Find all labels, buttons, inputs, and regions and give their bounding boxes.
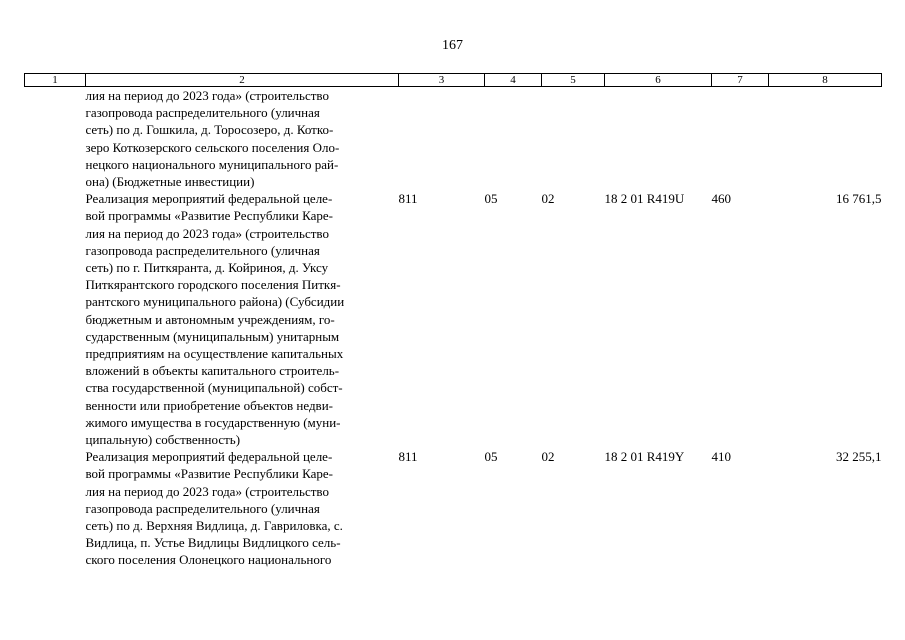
section-code: [485, 87, 542, 191]
description-line: газопровода распределительного (уличная: [85, 242, 320, 258]
description-line: ского поселения Олонецкого национального: [85, 552, 332, 568]
description-line: газопровода распределительного (уличная: [85, 105, 320, 121]
column-header-1: 1: [25, 74, 86, 87]
ministry-code: 811: [398, 449, 418, 465]
amount-value: 32 255,1: [836, 449, 882, 465]
description-line: лия на период до 2023 года» (строительство: [85, 88, 329, 103]
description-line: Реализация мероприятий федеральной целе-: [85, 191, 333, 207]
target-article-code: 18 2 01 R419U: [604, 191, 685, 207]
subsection-code: 02: [541, 191, 555, 207]
row-number-cell: [25, 87, 86, 191]
amount-value: 16 761,5: [836, 191, 882, 207]
ministry-code: 811: [398, 191, 418, 207]
section-code: 05: [484, 449, 498, 465]
row-number-cell: [25, 448, 86, 568]
description-line: вложений в объекты капитального строитель-: [85, 363, 340, 379]
page-number: 167: [442, 38, 463, 53]
column-header-8: 8: [769, 74, 882, 87]
description-line: предприятиям на осуществление капитальных: [85, 346, 344, 362]
description-line: бюджетным и автономным учреждениям, го-: [85, 311, 335, 327]
budget-table: [24, 73, 882, 569]
description-line: нецкого национального муниципального рай-: [85, 156, 339, 172]
description-line: она) (Бюджетные инвестиции): [85, 174, 255, 190]
table-row: [25, 190, 882, 448]
table-row: [25, 448, 882, 568]
section-code: 05: [484, 191, 498, 207]
description-line: лия на период до 2023 года» (строительство: [85, 483, 329, 499]
expense-type-code: [712, 87, 769, 191]
description-line: лия на период до 2023 года» (строительство: [85, 225, 329, 241]
description-line: рантского муниципального района) (Субсидии: [85, 294, 345, 310]
description-line: газопровода распределительного (уличная: [85, 500, 320, 516]
description-line: жимого имущества в государственную (муни-: [85, 414, 341, 430]
ministry-code: [399, 87, 485, 191]
row-description: [86, 190, 399, 448]
column-header-7: 7: [712, 74, 769, 87]
description-line: Видлица, п. Устье Видлицы Видлицкого сель-: [85, 535, 341, 551]
amount-value: [769, 87, 882, 191]
expense-type-code: 460: [711, 191, 731, 207]
target-article-code: 18 2 01 R419Y: [604, 449, 685, 465]
row-description: [86, 87, 399, 191]
subsection-code: 02: [541, 449, 555, 465]
description-line: сударственным (муниципальным) унитарным: [85, 328, 340, 344]
row-number-cell: [25, 190, 86, 448]
description-line: зеро Коткозерского сельского поселения Оло-: [85, 139, 340, 155]
subsection-code: [542, 87, 605, 191]
description-line: вой программы «Развитие Республики Каре-: [85, 466, 333, 482]
description-line: венности или приобретение объектов недви-: [85, 397, 333, 413]
expense-type-code: 410: [711, 449, 731, 465]
description-line: Реализация мероприятий федеральной целе-: [85, 449, 333, 465]
description-line: ципальную) собственность): [85, 432, 241, 448]
description-line: сеть) по д. Гошкила, д. Торосозеро, д. Котко-: [85, 122, 334, 138]
description-line: ства государственной (муниципальной) собст-: [85, 380, 343, 396]
row-description: [86, 448, 399, 568]
column-header-2: 2: [86, 74, 399, 87]
table-row: [25, 87, 882, 191]
column-header-3: 3: [399, 74, 485, 87]
column-header-5: 5: [542, 74, 605, 87]
table-header-row: [25, 74, 882, 87]
description-line: сеть) по д. Верхняя Видлица, д. Гавриловка, с.: [85, 518, 343, 534]
description-line: вой программы «Развитие Республики Каре-: [85, 208, 333, 224]
description-line: сеть) по г. Питкяранта, д. Койриноя, д. Уксу: [85, 260, 329, 276]
description-line: Питкярантского городского поселения Питкя-: [85, 277, 341, 293]
target-article-code: [605, 87, 712, 191]
column-header-6: 6: [605, 74, 712, 87]
column-header-4: 4: [485, 74, 542, 87]
